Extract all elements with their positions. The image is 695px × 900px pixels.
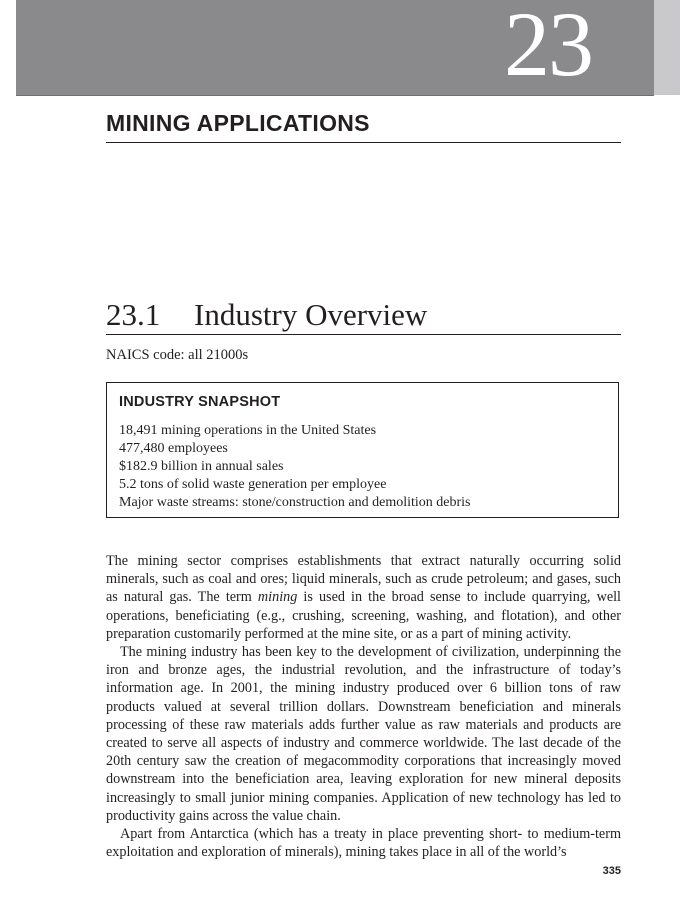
chapter-header-band (16, 0, 654, 96)
paragraph-1-text: The mining sector comprises establishments that extract naturally occurring solid minerals, such as coal and ores; liquid minerals, such as crude petroleum; and gases, such as natural gas. The term (106, 553, 621, 606)
section-heading (106, 296, 427, 334)
title-rule (106, 142, 621, 143)
section-rule (106, 334, 621, 335)
paragraph-3: Apart from Antarctica (which has a treaty in place preventing short- to medium-term exploitation and exploration of minerals), mining takes place in all of the world’s (106, 826, 621, 861)
snapshot-list (119, 422, 470, 512)
snapshot-item: 5.2 tons of solid waste generation per employee (119, 477, 387, 492)
paragraph-2: The mining industry has been key to the development of civilization, underpinning the iron and bronze ages, the industrial revolution, and the infrastructure of today’s information age. In 2001, the mining industry produced over 6 billion tons of raw products valued at several trillion dollars. Downstream beneficiation and minerals processing of these raw materials adds further value as raw materials and products are created to serve all aspects of industry and commerce worldwide. The last decade of the 20th century saw the creation of megacommodity corporations that increasingly moved downstream into the beneficiation area, leaving exploration for new mineral deposits increasingly to small junior mining companies. Application of new technology has led to productivity gains across the value chain. (106, 644, 621, 824)
snapshot-title: INDUSTRY SNAPSHOT (119, 394, 281, 410)
snapshot-item: 477,480 employees (119, 441, 228, 456)
body-text (106, 552, 621, 861)
chapter-title: MINING APPLICATIONS (106, 110, 370, 136)
page-number: 335 (602, 865, 621, 877)
chapter-number: 23 (504, 0, 592, 95)
snapshot-item: Major waste streams: stone/construction and demolition debris (119, 495, 471, 510)
paragraph-1-text-cont: is used in the broad sense to include quarrying, well operations, beneficiating (e.g., crushing, screening, washing, and flotation), and other preparation customarily performed at the mine site, or as a part of mining activity. (106, 589, 621, 642)
section-number: 23.1 (106, 297, 161, 332)
industry-snapshot-box (106, 382, 619, 518)
naics-code: NAICS code: all 21000s (106, 347, 249, 363)
section-title: Industry Overview (194, 297, 428, 332)
snapshot-item: 18,491 mining operations in the United States (119, 423, 377, 438)
paragraph-1 (106, 552, 621, 643)
paragraph-1-emphasis: mining (257, 589, 298, 606)
chapter-thumb-tab (654, 0, 680, 95)
snapshot-item: $182.9 billion in annual sales (119, 459, 284, 474)
